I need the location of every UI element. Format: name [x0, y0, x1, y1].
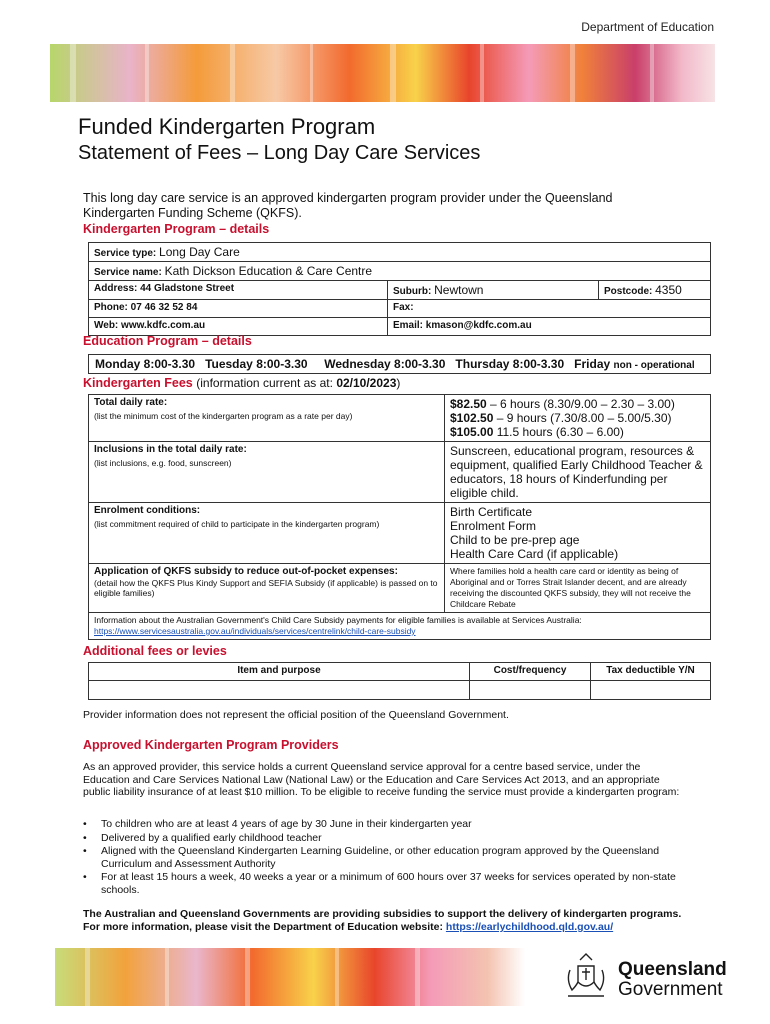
enrolment-hint: (list commitment required of child to participate in the kindergarten program)	[94, 519, 380, 529]
suburb-label: Suburb:	[393, 286, 432, 297]
empty-cell	[591, 681, 711, 700]
closing-statement: The Australian and Queensland Governments are providing subsidies to support the delivery of kindergarten programs. For more information, please visit the Department of Education website: https://earlychildhood.qld.gov.au/	[83, 908, 682, 933]
enrolment-item: Birth Certificate	[450, 505, 533, 519]
address-cell: Address: 44 Gladstone Street	[89, 281, 388, 300]
service-details-table	[88, 242, 711, 336]
department-name: Department of Education	[581, 20, 714, 34]
schedule-tuesday: Tuesday 8:00-3.30	[205, 357, 308, 371]
subsidy-hint: (detail how the QKFS Plus Kindy Support and SEFIA Subsidy (if applicable) is passed on to eligible families)	[94, 578, 438, 598]
enrolment-label: Enrolment conditions:	[94, 505, 201, 516]
eligibility-list	[83, 818, 693, 897]
additional-fees-heading: Additional fees or levies	[83, 644, 227, 658]
schedule-friday: Friday	[574, 357, 611, 371]
postcode-cell	[599, 281, 711, 300]
department-website-link[interactable]: https://earlychildhood.qld.gov.au/	[445, 921, 614, 933]
list-item: • Delivered by a qualified early childhood teacher	[83, 831, 322, 844]
suburb-value: Newtown	[434, 283, 484, 297]
subsidy-value: Where families hold a health care card or identity as being of Aboriginal and or Torres Strait Islander decent, and are already receiving the discounted QKFS subsidy, they will not receive the Childcare Rebate	[445, 564, 711, 613]
wordmark-government: Government	[618, 979, 723, 1000]
subsidy-label-cell	[89, 564, 445, 613]
ccs-info-cell	[89, 613, 711, 640]
schedule-friday-note: non - operational	[613, 360, 695, 371]
approved-providers-body: As an approved provider, this service holds a current Queensland service approval for a centre based service, under the Education and Care Services National Law (National Law) or the Education and Care Services Act 2013, and an appropriate public liability insurance of at least $10 million. To be eligible to receive funding the service must provide a kindergarten program:	[83, 761, 680, 798]
coat-of-arms-icon	[560, 950, 612, 1002]
service-type-label: Service type:	[94, 248, 157, 259]
service-name-label: Service name:	[94, 267, 162, 278]
education-program-heading: Education Program – details	[83, 334, 252, 348]
fees-current-date: 02/10/2023	[336, 376, 397, 390]
approved-providers-heading: Approved Kindergarten Program Providers	[83, 738, 339, 752]
service-name-value: Kath Dickson Education & Care Centre	[164, 264, 373, 278]
service-name-cell	[89, 262, 711, 281]
disclaimer-text: Provider information does not represent the official position of the Queensland Government.	[83, 709, 509, 721]
postcode-value: 4350	[655, 283, 682, 297]
queensland-government-wordmark	[618, 960, 727, 1000]
daily-rate-label-cell	[89, 395, 445, 442]
service-type-cell	[89, 243, 711, 262]
email-cell: Email: kmason@kdfc.com.au	[388, 318, 711, 336]
col-tax-deductible: Tax deductible Y/N	[591, 663, 711, 681]
fees-current-note: (information current as at: 02/10/2023)	[196, 376, 401, 390]
enrolment-value-cell	[445, 503, 711, 564]
bottom-watercolor-banner	[55, 948, 525, 1006]
kindergarten-program-heading: Kindergarten Program – details	[83, 222, 270, 236]
schedule-thursday: Thursday 8:00-3.30	[455, 357, 565, 371]
subsidy-label: Application of QKFS subsidy to reduce out-of-pocket expenses:	[94, 566, 398, 577]
schedule-wednesday: Wednesday 8:00-3.30	[324, 357, 446, 371]
empty-cell	[470, 681, 591, 700]
enrolment-item: Enrolment Form	[450, 519, 537, 533]
suburb-cell	[388, 281, 599, 300]
service-type-value: Long Day Care	[159, 245, 240, 259]
top-watercolor-banner	[50, 44, 715, 102]
ccs-info-link[interactable]: https://www.servicesaustralia.gov.au/individuals/services/centrelink/child-care-subsidy	[94, 626, 416, 636]
enrolment-label-cell	[89, 503, 445, 564]
additional-fees-table	[88, 662, 711, 700]
col-item-purpose: Item and purpose	[89, 663, 470, 681]
enrolment-item: Child to be pre-prep age	[450, 533, 580, 547]
postcode-label: Postcode:	[604, 286, 653, 297]
col-cost-frequency: Cost/frequency	[470, 663, 591, 681]
kindergarten-fees-heading-row	[83, 376, 400, 390]
empty-cell	[89, 681, 470, 700]
phone-cell: Phone: 07 46 32 52 84	[89, 300, 388, 318]
list-item: • To children who are at least 4 years of age by 30 June in their kindergarten year	[83, 818, 472, 830]
ccs-info-text: Information about the Australian Government's Child Care Subsidy payments for eligible families is available at Services Australia:	[94, 615, 582, 625]
kindergarten-fees-heading: Kindergarten Fees	[83, 376, 193, 390]
program-schedule	[88, 354, 711, 374]
inclusions-label: Inclusions in the total daily rate:	[94, 444, 247, 455]
list-item: • Aligned with the Queensland Kindergarten Learning Guideline, or other education program approved by the Queensland Curriculum and Assessment Authority	[83, 845, 660, 870]
page-subtitle: Statement of Fees – Long Day Care Services	[78, 142, 481, 164]
list-item: • For at least 15 hours a week, 40 weeks a year or a minimum of 600 hours over 37 weeks for services operated by non-state schools.	[83, 871, 676, 896]
inclusions-label-cell	[89, 442, 445, 503]
inclusions-hint: (list inclusions, e.g. food, sunscreen)	[94, 458, 232, 468]
kindergarten-fees-table	[88, 394, 711, 640]
daily-rate-value-cell: $82.50 – 6 hours (8.30/9.00 – 2.30 – 3.00) $102.50 – 9 hours (7.30/8.00 – 5.00/5.30) $105.00 11.5 hours (6.30 – 6.00)	[445, 395, 711, 442]
enrolment-item: Health Care Card (if applicable)	[450, 547, 619, 561]
daily-rate-label: Total daily rate:	[94, 397, 168, 408]
page-title: Funded Kindergarten Program	[78, 114, 376, 139]
queensland-government-logo	[560, 950, 727, 1005]
schedule-monday: Monday 8:00-3.30	[95, 357, 196, 371]
web-cell: Web: www.kdfc.com.au	[89, 318, 388, 336]
inclusions-value: Sunscreen, educational program, resources & equipment, qualified Early Childhood Teacher & educators, 18 hours of Kinderfunding per eligible child.	[445, 442, 711, 503]
intro-text: This long day care service is an approved kindergarten program provider under the Queensland Kindergarten Funding Scheme (QKFS).	[83, 191, 613, 220]
daily-rate-hint: (list the minimum cost of the kindergarten program as a rate per day)	[94, 411, 353, 421]
wordmark-queensland: Queensland	[618, 959, 727, 980]
fax-cell: Fax:	[388, 300, 711, 318]
